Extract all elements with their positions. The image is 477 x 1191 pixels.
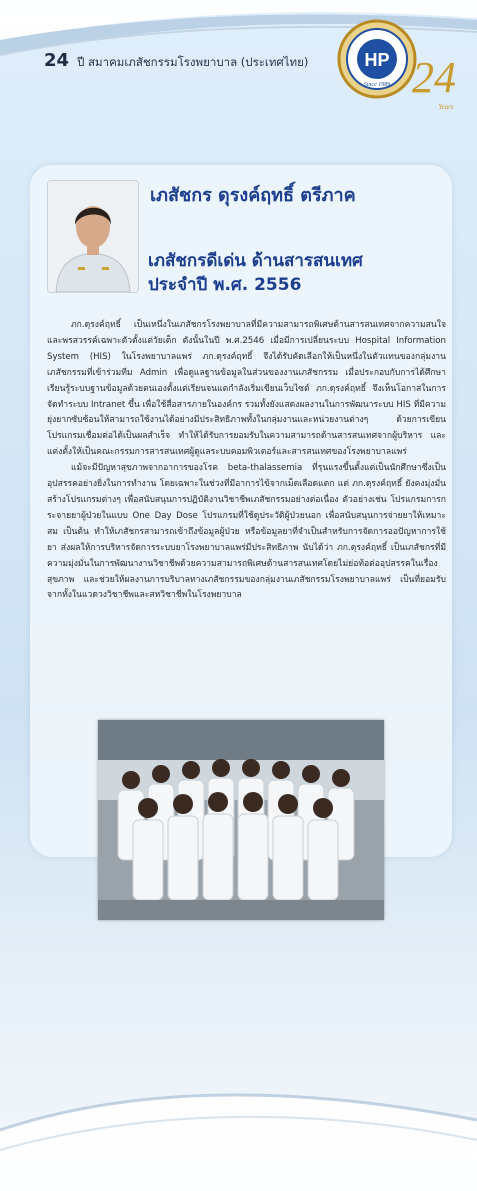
- logo-anniversary-number: 24: [412, 53, 456, 102]
- article-body: [47, 318, 446, 604]
- award-title: เภสัชกรดีเด่น ด้านสารสนเทศ: [148, 251, 363, 271]
- bottom-wave-decoration: [0, 1060, 477, 1191]
- logo-initials: HP: [364, 50, 390, 70]
- article-paragraph: ภก.ดุรงค์ฤทธิ์ เป็นเหนึ่งในเภสัชกรโรงพยาบาลที่มีความสามารถพิเศษด้านสารสนเทศจากความสนใจและพรสวรรค์เฉพาะตัวตั้งแต่วัยเด็ก ดังนั้นในปี พ.ศ.2546 เมื่อมีการเปลี่ยนระบบ Hospital Information System (HIS) ในโรงพยาบาลแพร่ ภก.ดุรงค์ฤทธิ์ จึงได้รับคัดเลือกให้เป็นหนึ่งในตัวแทนของกลุ่มงานเภสัชกรรมที่เข้าร่วมทีม Admin เพื่อดูแลฐานข้อมูลในส่วนของงานเภสัชกรรม เมื่อประกอบกับการได้ศึกษาเรียนรู้ระบบฐานข้อมูลด้วยตนเองตั้งแต่เรียนจนแตกำลังเริ่มเขียนเว็บไซต์ ภก.ดุรงค์ฤทธิ์ จึงเห็นโอกาสในการจัดทำระบบ Intranet ขึ้น เพื่อใช้สื่อสารภายในองค์กร รวมทั้งยังแสดงผลงานในการพัฒนาระบบ HIS ที่มีความยุ่งยากซับซ้อนให้สามารถใช้งานได้อย่างมีประสิทธิภาพทั้งในกลุ่มงานและหน่วยงานต่างๆ ด้วยการเขียนโปรแกรมเชื่อมต่อได้เป็นผลสำเร็จ ทำให้ได้รับการยอมรับในความสามารถด้านสารสนเทศจากผู้บริหาร และแต่งตั้งให้เป็นคณะกรรมการสารสนเทศผู้ดูแลระบบคอมพิวเตอร์และสารสนเทศของโรงพยาบาลแพร่: [47, 320, 446, 458]
- page-number: 24: [44, 50, 70, 71]
- logo-years: Years: [438, 103, 454, 111]
- running-header: [44, 50, 308, 74]
- header-title: ปี สมาคมเภสัชกรรมโรงพยาบาล (ประเทศไทย): [77, 55, 309, 69]
- article-paragraph: แม้จะมีปัญหาสุขภาพจากอาการของโรค beta-thalassemia ที่รุนแรงขึ้นตั้งแต่เป็นนักศึกษาซึ่งเป็นอุปสรรคอย่างยิ่งในการทำงาน โดยเฉพาะในช่วงที่มีอาการไข้จากเม็ดเลือดแตก แต่ ภก.ดุรงค์ฤทธิ์ ยังคงมุ่งมั่นสร้างโปรแกรมต่างๆ เพื่อสนับสนุนการปฏิบัติงานวิชาชีพเภสัชกรรมอย่างต่อเนื่อง ตัวอย่างเช่น โปรแกรมการกระจายยาผู้ป่วยในแบบ One Day Dose โปรแกรมที่ใช้ดูประวัติผู้ป่วยนอก เพื่อสนับสนุนการจ่ายยาให้เหมาะสม เป็นต้น ทำให้เภสัชกรสามารถเข้าถึงข้อมูลผู้ป่วย หรือข้อมูลยาที่จำเป็นสำหรับการจัดการออปัญหาการใช้ยา ส่งผลให้การบริหารจัดการระบบยาโรงพยาบาลแพร่มีประสิทธิภาพ นับได้ว่า ภก.ดุรงค์ฤทธิ์ เป็นเภสัชกรที่มีความมุ่งมั่นในการพัฒนางานวิชาชีพด้วยความสามารถพิเศษด้านสารสนเทศโดยไม่ย่อท้อต่ออุปสรรคในเรื่องสุขภาพ และช่วยให้ผลงานการบริบาลทางเภสัชกรรมของกลุ่มงานเภสัชกรรมโรงพยาบาลแพร่ เป็นที่ยอมรับจากทั้งในแวดวงวิชาชีพและสหวิชาชีพในโรงพยาบาล: [47, 463, 446, 601]
- portrait-photo: [47, 180, 139, 293]
- award-year: ประจำปี พ.ศ. 2556: [148, 275, 302, 295]
- association-logo: [322, 14, 472, 124]
- group-photo: [98, 720, 384, 920]
- pharmacist-name: เภสัชกร ดุรงค์ฤทธิ์ ตรีภาค: [150, 185, 356, 206]
- logo-since: Since 1989: [363, 82, 391, 88]
